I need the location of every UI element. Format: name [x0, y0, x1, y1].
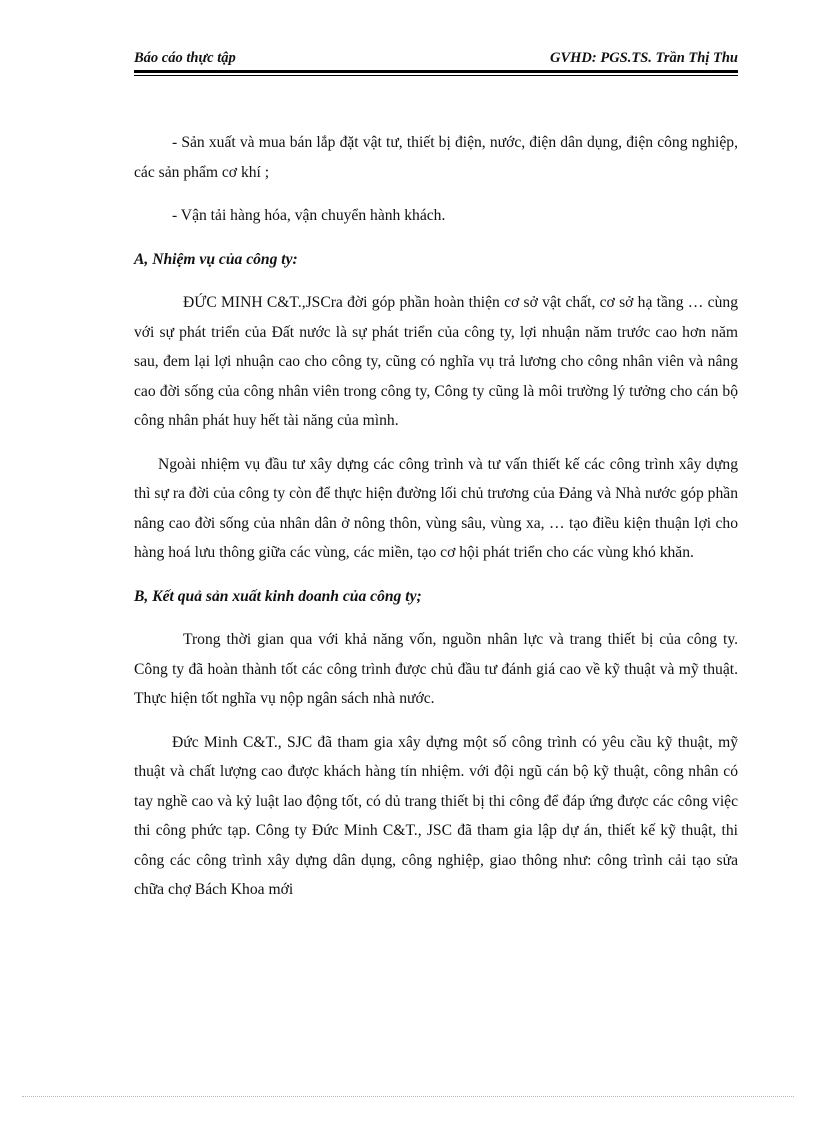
- paragraph-projects: Đức Minh C&T., SJC đã tham gia xây dựng một số công trình có yêu cầu kỹ thuật, mỹ thuật và chất lượng cao được khách hàng tín nhiệm. với đội ngũ cán bộ kỹ thuật, công nhân có tay nghề cao và kỷ luật lao động tốt, có dủ trang thiết bị thi công để đáp ứng được các công việc thi công phức tạp. Công ty Đức Minh C&T., JSC đã tham gia lập dự án, thiết kế kỹ thuật, thi công các công trình xây dựng dân dụng, công nghiệp, giao thông như: công trình cải tạo sửa chữa chợ Bách Khoa mới: [134, 733, 738, 898]
- header-supervisor: GVHD: PGS.TS. Trần Thị Thu: [550, 50, 738, 66]
- paragraph-investment-duties: Ngoài nhiệm vụ đầu tư xây dựng các công trình và tư vấn thiết kế các công trình xây dựng thì sự ra đời của công ty còn để thực hiện đường lối chủ trương của Đảng và Nhà nước góp phần nâng cao đời sống của nhân dân ở nông thôn, vùng sâu, vùng xa, … tạo điều kiện thuận lợi cho hàng hoá lưu thông giữa các vùng, các miền, tạo cơ hội phát triển cho các vùng khó khăn.: [134, 455, 738, 561]
- paragraph-company-mission: ĐỨC MINH C&T.,JSCra đời góp phần hoàn thiện cơ sở vật chất, cơ sở hạ tầng … cùng với sự phát triển của Đất nước là sự phát triển của công ty, lợi nhuận năm trước cao hơn năm sau, đem lại lợi nhuận cao cho công ty, cũng có nghĩa vụ trả lương cho công nhân viên và nâng cao đời sống của công nhân viên trong công ty, Công ty cũng là môi trường lý tưởng cho cán bộ công nhân phát huy hết tài năng của mình.: [134, 294, 738, 429]
- page-header: [134, 48, 738, 70]
- section-heading-b: B, Kết quả sản xuất kinh doanh của công ty;: [134, 587, 422, 605]
- paragraph-business-results: Trong thời gian qua với khả năng vốn, nguồn nhân lực và trang thiết bị của công ty. Công ty đã hoàn thành tốt các công trình được chủ đầu tư đánh giá cao về kỹ thuật và mỹ thuật. Thực hiện tốt nghĩa vụ nộp ngân sách nhà nước.: [134, 631, 738, 707]
- header-report-title: Báo cáo thực tập: [134, 50, 236, 66]
- header-rule-thin: [134, 75, 738, 76]
- section-heading-a: A, Nhiệm vụ của công ty:: [134, 250, 298, 268]
- document-body: [134, 128, 738, 919]
- page-bottom-dotted-rule: [22, 1096, 794, 1097]
- header-rule-thick: [134, 70, 738, 73]
- paragraph-business-lines: - Sản xuất và mua bán lắp đặt vật tư, thiết bị điện, nước, điện dân dụng, điện công nghiệp, các sản phẩm cơ khí ;: [134, 134, 738, 181]
- paragraph-transport: - Vận tải hàng hóa, vận chuyển hành khách.: [172, 207, 446, 224]
